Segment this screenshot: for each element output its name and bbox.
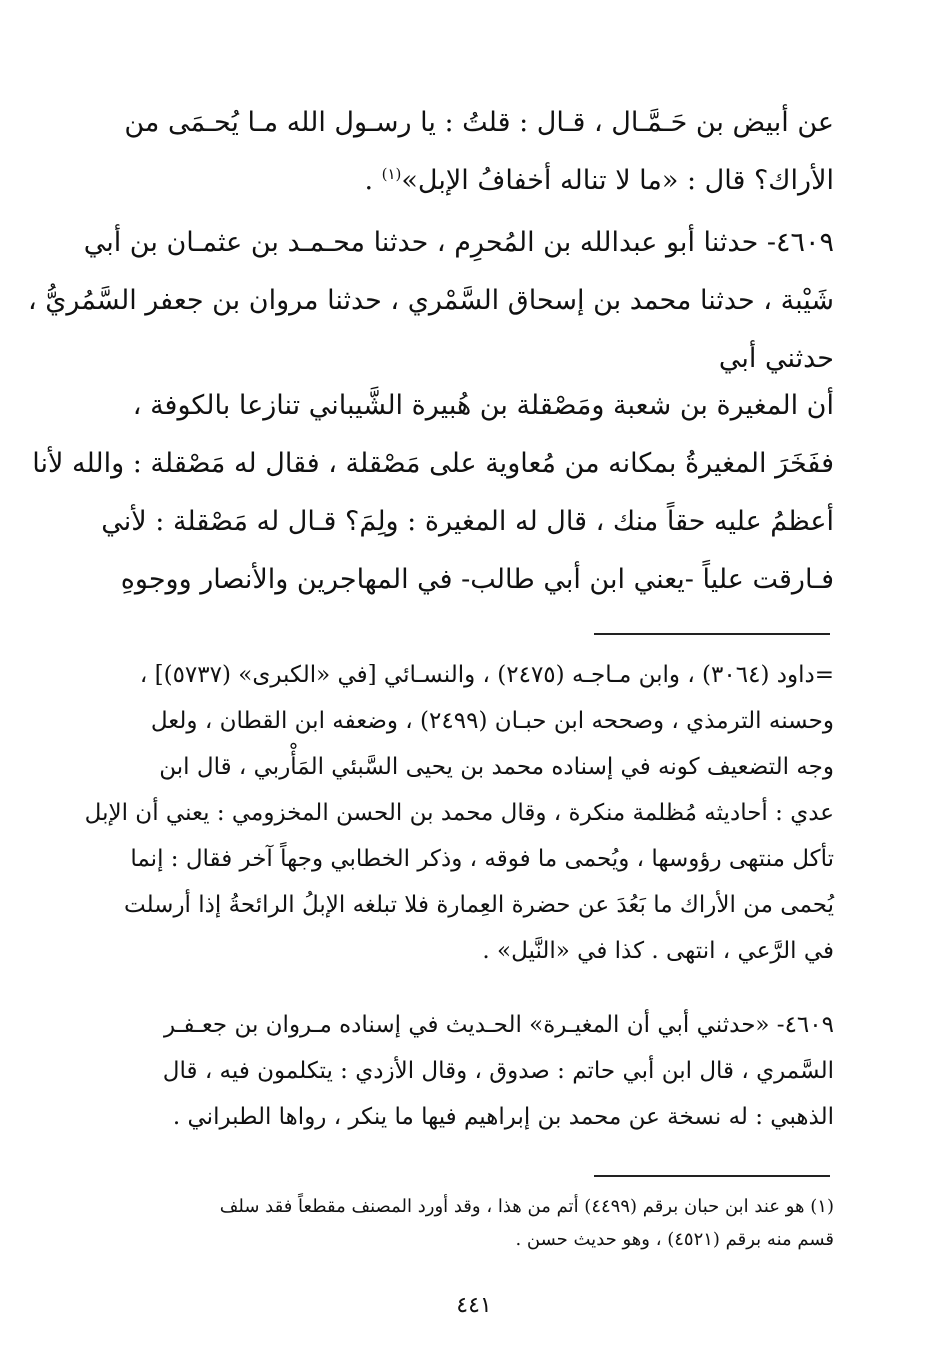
text-line: أعظمُ عليه حقاً منك ، قال له المغيرة : ولِمَ؟ قـال له مَصْقلة : لأني bbox=[101, 506, 834, 537]
text-line: ففَخَرَ المغيرةُ بمكانه من مُعاوية على مَصْقلة ، فقال له مَصْقلة : والله لأنا bbox=[32, 448, 834, 479]
text-segment: . bbox=[364, 165, 382, 196]
commentary-line: =داود (٣٠٦٤) ، وابن مـاجـه (٢٤٧٥) ، والنسـائي [في «الكبرى» (٥٧٣٧)] ، bbox=[139, 662, 834, 688]
commentary-line: يُحمى من الأراك ما بَعُدَ عن حضرة العِمارة فلا تبلغه الإبلُ الرائحةُ إذا أرسلت bbox=[123, 892, 834, 918]
isnad-para bbox=[27, 214, 834, 388]
commentary-para-2 bbox=[118, 1002, 834, 1140]
text-line: ٤٦٠٩- حدثنا أبو عبدالله بن المُحرِم ، حدثنا محـمـد بن عثمـان بن أبي bbox=[83, 227, 834, 258]
commentary-line: الذهبي : له نسخة عن محمد بن إبراهيم فيها ما ينكر ، رواها الطبراني . bbox=[172, 1104, 834, 1130]
commentary-line: في الرَّعي ، انتهى . كذا في «النَّيل» . bbox=[482, 938, 834, 964]
commentary-line: وحسنه الترمذي ، وصححه ابن حبـان (٢٤٩٩) ، وضعفه ابن القطان ، ولعل bbox=[150, 708, 834, 734]
hadith-text-para-2 bbox=[32, 377, 834, 609]
footnote-line: (١) هو عند ابن حبان برقم (٤٤٩٩) أتم من هذا ، وقد أورد المصنف مقطعاً فقد سلف bbox=[219, 1196, 834, 1217]
hadith-text-para-1 bbox=[118, 94, 834, 210]
footnote-separator bbox=[594, 1175, 830, 1177]
page-number: ٤٤١ bbox=[456, 1293, 492, 1318]
commentary-line: ٤٦٠٩- «حدثني أبي أن المغيـرة» الحـديث في إسناده مـروان بن جعـفـر bbox=[164, 1012, 834, 1038]
commentary-line: وجه التضعيف كونه في إسناده محمد بن يحيى السَّبئي المَأْربي ، قال ابن bbox=[159, 754, 834, 780]
commentary-para-1 bbox=[84, 652, 834, 974]
footnote-line: قسم منه برقم (٤٥٢١) ، وهو حديث حسن . bbox=[515, 1229, 834, 1250]
commentary-line: عدي : أحاديثه مُظلمة منكرة ، وقال محمد بن الحسن المخزومي : يعني أن الإبل bbox=[84, 800, 834, 826]
text-line bbox=[118, 152, 834, 210]
text-line: عن أبيض بن حَـمَّـال ، قـال : قلتُ : يا رسـول الله مـا يُحـمَى من bbox=[124, 107, 834, 138]
commentary-line: تأكل منتهى رؤوسها ، ويُحمى ما فوقه ، وذكر الخطابي وجهاً آخر فقال : إنما bbox=[130, 846, 834, 872]
text-line: شَيْبة ، حدثنا محمد بن إسحاق السَّمْري ، حدثنا مروان بن جعفر السَّمُريُّ ، bbox=[27, 285, 834, 316]
text-line: حدثني أبي bbox=[718, 343, 834, 374]
text-line: فـارقت علياً -يعني ابن أبي طالب- في المهاجرين والأنصار ووجوهِ bbox=[120, 564, 834, 595]
commentary-separator bbox=[594, 633, 830, 635]
text-line: أن المغيرة بن شعبة ومَصْقلة بن هُبيرة الشَّيباني تنازعا بالكوفة ، bbox=[132, 390, 834, 421]
footnotes bbox=[118, 1190, 834, 1256]
footnote-marker[interactable]: (١) bbox=[381, 165, 402, 183]
text-segment: الأراك؟ قال : «ما لا تناله أخفافُ الإبل» bbox=[401, 165, 834, 196]
commentary-line: السَّمري ، قال ابن أبي حاتم : صدوق ، وقال الأزدي : يتكلمون فيه ، قال bbox=[162, 1058, 834, 1084]
